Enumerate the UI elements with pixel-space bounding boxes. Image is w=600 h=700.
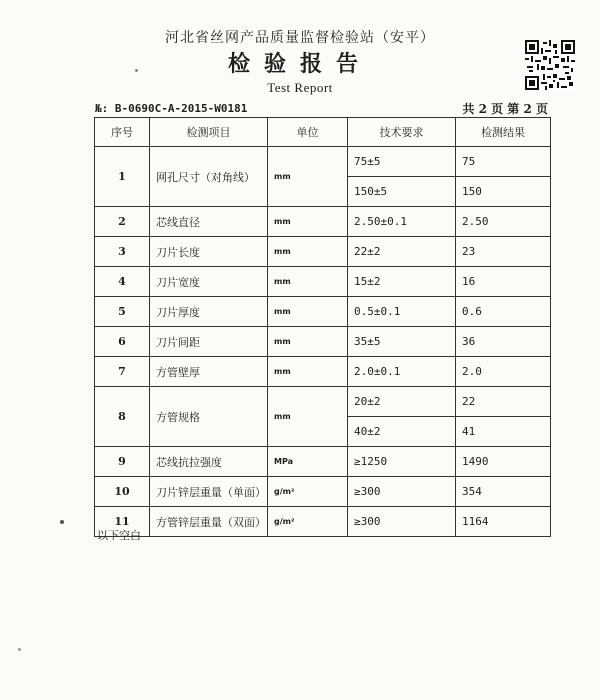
row-result: 0.6: [456, 297, 551, 327]
paper-speck: [135, 69, 138, 72]
header-item: 检测项目: [150, 118, 268, 147]
organization-name: 河北省丝网产品质量监督检验站（安平）: [165, 30, 435, 46]
row-result: 41: [456, 417, 551, 447]
row-unit: MPa: [268, 447, 348, 477]
row-item: 刀片长度: [150, 237, 268, 267]
row-number: 1: [95, 147, 150, 207]
row-result: 75: [456, 147, 551, 177]
row-result: 1164: [456, 507, 551, 537]
row-requirement: 150±5: [348, 177, 456, 207]
row-item: 刀片厚度: [150, 297, 268, 327]
table-row: [95, 327, 551, 357]
row-unit: g/m²: [268, 477, 348, 507]
row-number: 10: [95, 477, 150, 507]
row-number: 5: [95, 297, 150, 327]
row-result: 23: [456, 237, 551, 267]
row-result: 22: [456, 387, 551, 417]
row-item: 刀片锌层重量（单面）: [150, 477, 268, 507]
table-row: [95, 237, 551, 267]
row-result: 2.0: [456, 357, 551, 387]
row-unit: mm: [268, 327, 348, 357]
table-row: [95, 207, 551, 237]
test-results-table: [94, 117, 551, 537]
header-no: 序号: [95, 118, 150, 147]
report-subtitle: Test Report: [267, 80, 333, 95]
report-title: 检验报告: [227, 51, 372, 77]
row-requirement: ≥300: [348, 477, 456, 507]
row-item: 刀片宽度: [150, 267, 268, 297]
row-result: 16: [456, 267, 551, 297]
row-requirement: 40±2: [348, 417, 456, 447]
row-result: 150: [456, 177, 551, 207]
row-requirement: 22±2: [348, 237, 456, 267]
row-requirement: 20±2: [348, 387, 456, 417]
row-unit: mm: [268, 207, 348, 237]
row-unit: mm: [268, 297, 348, 327]
row-requirement: 75±5: [348, 147, 456, 177]
header-requirement: 技术要求: [348, 118, 456, 147]
footer-note: 以下空白: [97, 529, 141, 542]
row-result: 36: [456, 327, 551, 357]
row-item: 方管锌层重量（双面）: [150, 507, 268, 537]
paper-speck: [60, 520, 64, 524]
row-result: 1490: [456, 447, 551, 477]
row-number: 11: [95, 507, 150, 537]
row-unit: mm: [268, 267, 348, 297]
table-header-row: [95, 118, 551, 147]
table-row: [95, 357, 551, 387]
row-number: 7: [95, 357, 150, 387]
row-unit: mm: [268, 357, 348, 387]
row-number: 2: [95, 207, 150, 237]
row-item: 刀片间距: [150, 327, 268, 357]
page-info: 共 2 页 第 2 页: [462, 102, 548, 116]
table-row: [95, 507, 551, 537]
row-result: 2.50: [456, 207, 551, 237]
table-row: [95, 147, 551, 177]
qr-code-icon: [525, 40, 575, 90]
row-requirement: 2.0±0.1: [348, 357, 456, 387]
row-item: 网孔尺寸（对角线）: [150, 147, 268, 207]
table-row: [95, 477, 551, 507]
paper-speck: [18, 648, 21, 651]
row-result: 354: [456, 477, 551, 507]
table-row: [95, 267, 551, 297]
row-requirement: 2.50±0.1: [348, 207, 456, 237]
row-requirement: ≥300: [348, 507, 456, 537]
table-row: [95, 447, 551, 477]
row-requirement: ≥1250: [348, 447, 456, 477]
row-number: 4: [95, 267, 150, 297]
row-requirement: 0.5±0.1: [348, 297, 456, 327]
row-unit: mm: [268, 147, 348, 207]
row-unit: mm: [268, 237, 348, 267]
row-requirement: 35±5: [348, 327, 456, 357]
table-row: [95, 387, 551, 417]
row-unit: mm: [268, 387, 348, 447]
row-number: 8: [95, 387, 150, 447]
row-item: 方管壁厚: [150, 357, 268, 387]
header-unit: 单位: [268, 118, 348, 147]
row-number: 9: [95, 447, 150, 477]
row-item: 芯线直径: [150, 207, 268, 237]
header-result: 检测结果: [456, 118, 551, 147]
table-row: [95, 297, 551, 327]
row-unit: g/m²: [268, 507, 348, 537]
row-number: 3: [95, 237, 150, 267]
row-item: 芯线抗拉强度: [150, 447, 268, 477]
row-number: 6: [95, 327, 150, 357]
row-requirement: 15±2: [348, 267, 456, 297]
row-item: 方管规格: [150, 387, 268, 447]
document-number: №: B-0690C-A-2015-W0181: [95, 102, 248, 115]
